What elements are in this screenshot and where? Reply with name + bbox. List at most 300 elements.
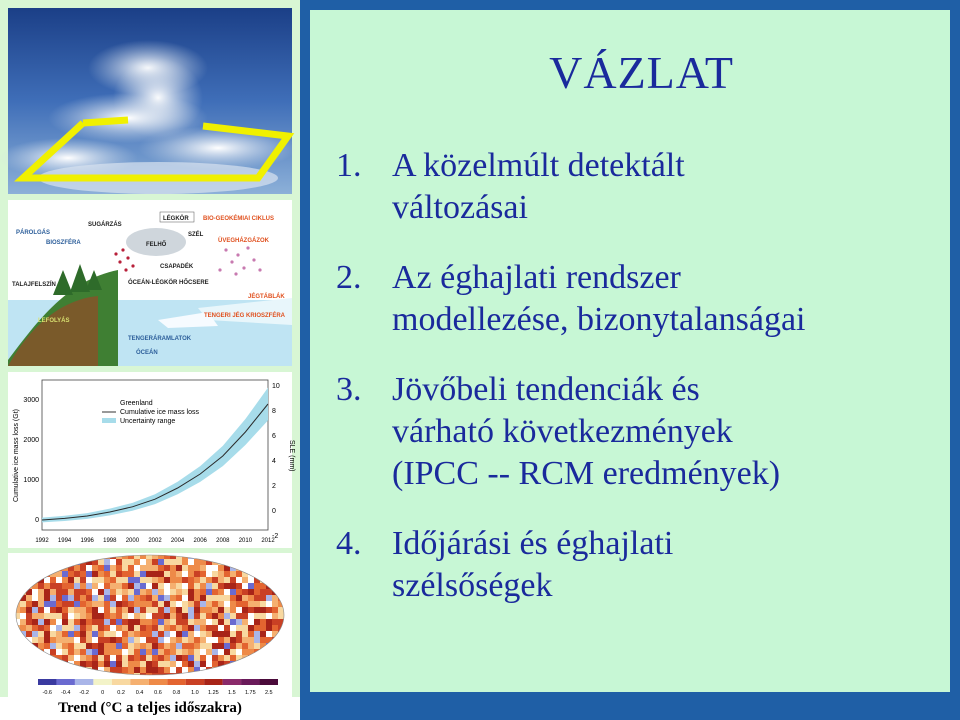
map-cell [116, 583, 122, 589]
map-cell [176, 607, 182, 613]
map-cell [188, 637, 194, 643]
map-cell [224, 643, 230, 649]
map-cell [92, 589, 98, 595]
map-cell [206, 571, 212, 577]
map-cell [56, 631, 62, 637]
map-cell [104, 655, 110, 661]
map-cell [218, 637, 224, 643]
map-cell [152, 571, 158, 577]
map-cell [86, 661, 92, 667]
map-cell [146, 565, 152, 571]
map-cell [212, 601, 218, 607]
ylabel-right: SLE (mm) [288, 440, 295, 472]
map-cell [200, 607, 206, 613]
map-cell [44, 631, 50, 637]
map-cell [164, 619, 170, 625]
map-cell [236, 637, 242, 643]
map-cell [230, 619, 236, 625]
map-cell [56, 613, 62, 619]
map-cell [86, 595, 92, 601]
colorbar-swatch [56, 679, 74, 685]
map-cell [206, 649, 212, 655]
map-cell [152, 595, 158, 601]
colorbar-tick-label: 1.0 [191, 690, 199, 696]
map-cell [98, 571, 104, 577]
map-cell [182, 559, 188, 565]
map-cell [38, 595, 44, 601]
map-cell [140, 619, 146, 625]
item-text-line: Az éghajlati rendszer [392, 259, 681, 296]
map-cell [86, 607, 92, 613]
map-cell [62, 631, 68, 637]
slide-frame [300, 0, 960, 720]
map-cell [236, 643, 242, 649]
map-cell [224, 589, 230, 595]
map-cell [134, 661, 140, 667]
map-cell [158, 667, 164, 673]
map-cell [212, 637, 218, 643]
map-cell [260, 637, 266, 643]
map-cell [260, 589, 266, 595]
colorbar-swatch [149, 679, 167, 685]
map-cell [152, 625, 158, 631]
map-cell [218, 649, 224, 655]
map-cell [62, 637, 68, 643]
x-tick-label: 1994 [57, 538, 72, 544]
map-cell [122, 655, 128, 661]
map-cell [74, 583, 80, 589]
map-cell [152, 613, 158, 619]
map-cell [80, 565, 86, 571]
map-cell [248, 631, 254, 637]
label-parolgas: PÁROLGÁS [16, 230, 51, 236]
x-tick-label: 2004 [170, 538, 185, 544]
map-cell [230, 607, 236, 613]
map-cell [206, 619, 212, 625]
map-cell [56, 601, 62, 607]
map-cell [170, 613, 176, 619]
map-cell [152, 637, 158, 643]
map-cell [74, 595, 80, 601]
map-cell [254, 643, 260, 649]
colorbar-tick-label: 0.8 [172, 690, 181, 696]
x-tick-label: 2008 [216, 538, 230, 544]
map-cell [110, 589, 116, 595]
climate-system-diagram [8, 200, 292, 366]
outline-item-1 [336, 145, 946, 229]
map-cell [194, 637, 200, 643]
map-cell [266, 625, 272, 631]
map-cell [224, 625, 230, 631]
map-cell [242, 595, 248, 601]
map-cell [194, 571, 200, 577]
map-cell [188, 589, 194, 595]
map-cell [170, 667, 176, 673]
colorbar-tick-label: 0 [101, 690, 105, 696]
item-text-line: változásai [392, 189, 528, 226]
map-cell [158, 661, 164, 667]
map-cell [206, 655, 212, 661]
map-cell [236, 613, 242, 619]
map-cell [176, 643, 182, 649]
map-cell [134, 589, 140, 595]
map-cell [200, 613, 206, 619]
map-cell [170, 565, 176, 571]
map-cell [44, 637, 50, 643]
x-tick-label: 2006 [193, 538, 207, 544]
map-cell [98, 607, 104, 613]
map-cell [86, 655, 92, 661]
map-cell [92, 655, 98, 661]
x-tick-label: 2002 [148, 538, 162, 544]
map-cell [266, 607, 272, 613]
map-cell [206, 631, 212, 637]
map-cell [122, 601, 128, 607]
map-cell [20, 607, 26, 613]
map-cell [56, 595, 62, 601]
map-cell [176, 571, 182, 577]
map-cell [86, 625, 92, 631]
map-cell [158, 583, 164, 589]
map-cell [68, 571, 74, 577]
map-cell [146, 625, 152, 631]
map-cell [62, 619, 68, 625]
map-cell [236, 583, 242, 589]
map-cell [110, 583, 116, 589]
map-cell [104, 619, 110, 625]
label-sugarzas: SUGÁRZÁS [88, 222, 122, 228]
map-cell [206, 613, 212, 619]
map-cell [74, 565, 80, 571]
map-cell [242, 589, 248, 595]
map-cell [56, 625, 62, 631]
map-cell [224, 607, 230, 613]
map-cell [134, 643, 140, 649]
map-cell [26, 619, 32, 625]
map-cell [68, 649, 74, 655]
map-cell [38, 625, 44, 631]
map-cell [86, 571, 92, 577]
map-cell [92, 649, 98, 655]
map-cell [152, 631, 158, 637]
right-tick-label: 8 [272, 408, 276, 415]
map-cell [224, 601, 230, 607]
map-cell [242, 601, 248, 607]
map-cell [140, 559, 146, 565]
map-cell [200, 589, 206, 595]
map-cell [188, 655, 194, 661]
map-cell [218, 613, 224, 619]
map-cell [170, 571, 176, 577]
outline-item-2 [336, 257, 946, 341]
map-cell [140, 595, 146, 601]
map-cell [44, 613, 50, 619]
map-cell [170, 643, 176, 649]
map-cell [128, 649, 134, 655]
map-cell [86, 613, 92, 619]
map-cell [212, 661, 218, 667]
colorbar-swatch [167, 679, 185, 685]
map-caption: Trend (°C a teljes időszakra) [0, 697, 300, 720]
map-cell [164, 559, 170, 565]
colorbar-swatch [204, 679, 222, 685]
map-cell [140, 649, 146, 655]
map-cell [146, 643, 152, 649]
map-cell [242, 625, 248, 631]
map-cell [140, 667, 146, 673]
map-cell [116, 631, 122, 637]
map-cell [170, 583, 176, 589]
map-cell [182, 625, 188, 631]
map-cell [50, 637, 56, 643]
map-cell [206, 601, 212, 607]
map-cell [272, 601, 278, 607]
map-cell [98, 595, 104, 601]
map-cell [146, 649, 152, 655]
map-cell [68, 595, 74, 601]
map-cell [176, 589, 182, 595]
map-cell [86, 583, 92, 589]
map-cell [224, 613, 230, 619]
map-cell [176, 613, 182, 619]
map-cell [152, 619, 158, 625]
map-cell [242, 649, 248, 655]
item-text-line: Időjárási és éghajlati [392, 525, 674, 562]
map-cell [50, 601, 56, 607]
map-cell [140, 601, 146, 607]
map-cell [200, 577, 206, 583]
map-cell [236, 571, 242, 577]
map-cell [32, 619, 38, 625]
map-cell [230, 577, 236, 583]
left-tick-label: 1000 [23, 477, 39, 484]
map-cell [122, 625, 128, 631]
map-cell [224, 631, 230, 637]
map-cell [68, 619, 74, 625]
map-cell [212, 595, 218, 601]
map-cell [176, 595, 182, 601]
map-cell [164, 589, 170, 595]
map-cell [164, 565, 170, 571]
map-cell [122, 577, 128, 583]
map-cell [158, 577, 164, 583]
map-cell [116, 661, 122, 667]
map-cell [212, 631, 218, 637]
cloud-photo [8, 8, 292, 194]
map-cell [224, 649, 230, 655]
map-cell [212, 625, 218, 631]
map-cell [98, 559, 104, 565]
map-cell [188, 625, 194, 631]
map-cell [110, 637, 116, 643]
map-cell [122, 571, 128, 577]
map-cell [62, 583, 68, 589]
map-cell [194, 595, 200, 601]
map-cell [98, 577, 104, 583]
map-cell [170, 649, 176, 655]
map-cell [182, 661, 188, 667]
map-cell [146, 655, 152, 661]
map-cell [164, 661, 170, 667]
map-cell [242, 607, 248, 613]
map-cell [128, 565, 134, 571]
map-cell [194, 643, 200, 649]
map-cell [212, 619, 218, 625]
map-cell [122, 649, 128, 655]
map-cell [86, 577, 92, 583]
map-cell [248, 625, 254, 631]
map-cell [110, 655, 116, 661]
map-cell [110, 577, 116, 583]
map-cell [188, 649, 194, 655]
map-cell [182, 583, 188, 589]
map-cell [266, 613, 272, 619]
map-cell [86, 619, 92, 625]
map-cell [80, 571, 86, 577]
map-cell [260, 631, 266, 637]
map-cell [242, 619, 248, 625]
colorbar-tick-label: -0.2 [79, 690, 89, 696]
map-cell [164, 625, 170, 631]
map-cell [92, 601, 98, 607]
x-tick-label: 1996 [80, 538, 94, 544]
map-cell [32, 613, 38, 619]
map-cell [182, 589, 188, 595]
map-cell [206, 589, 212, 595]
map-cell [224, 571, 230, 577]
map-cell [122, 589, 128, 595]
map-cell [206, 637, 212, 643]
map-cell [152, 559, 158, 565]
map-cell [134, 655, 140, 661]
map-cell [50, 631, 56, 637]
left-tick-label: 2000 [23, 437, 39, 444]
map-cell [176, 661, 182, 667]
map-cell [200, 571, 206, 577]
map-cell [194, 589, 200, 595]
map-cell [62, 649, 68, 655]
map-cell [140, 643, 146, 649]
map-cell [98, 631, 104, 637]
map-cell [248, 583, 254, 589]
map-cell [110, 601, 116, 607]
map-cell [74, 613, 80, 619]
map-cell [200, 649, 206, 655]
map-cell [176, 619, 182, 625]
map-cell [128, 595, 134, 601]
map-cell [74, 607, 80, 613]
map-cell [248, 601, 254, 607]
map-cell [80, 583, 86, 589]
map-cell [80, 607, 86, 613]
item-number: 3. [336, 371, 362, 408]
map-cell [110, 613, 116, 619]
x-tick-label: 1992 [35, 538, 49, 544]
map-cell [62, 625, 68, 631]
map-cell [86, 643, 92, 649]
map-cell [236, 649, 242, 655]
map-cell [206, 565, 212, 571]
map-cell [140, 589, 146, 595]
map-cell [92, 583, 98, 589]
map-cell [176, 655, 182, 661]
map-cell [212, 607, 218, 613]
map-cell [206, 595, 212, 601]
map-cell [74, 619, 80, 625]
map-cell [104, 595, 110, 601]
map-cell [170, 589, 176, 595]
map-cell [146, 637, 152, 643]
map-cell [194, 607, 200, 613]
map-cell [218, 625, 224, 631]
map-cell [116, 607, 122, 613]
map-cell [38, 643, 44, 649]
map-cell [206, 607, 212, 613]
map-cell [38, 607, 44, 613]
map-cell [128, 589, 134, 595]
map-cell [80, 661, 86, 667]
map-cell [254, 613, 260, 619]
map-cell [212, 589, 218, 595]
map-cell [242, 583, 248, 589]
map-cell [182, 649, 188, 655]
map-cell [218, 565, 224, 571]
image-column [0, 0, 300, 720]
map-cell [134, 583, 140, 589]
map-cell [134, 559, 140, 565]
map-cell [110, 643, 116, 649]
map-cell [200, 583, 206, 589]
map-cell [56, 649, 62, 655]
map-cell [92, 631, 98, 637]
map-cell [152, 655, 158, 661]
map-cell [188, 559, 194, 565]
map-cell [254, 595, 260, 601]
colorbar-swatch [112, 679, 130, 685]
map-cell [164, 631, 170, 637]
map-cell [134, 619, 140, 625]
map-cell [128, 661, 134, 667]
map-cell [158, 619, 164, 625]
map-cell [158, 601, 164, 607]
map-cell [248, 577, 254, 583]
map-cell [152, 577, 158, 583]
map-cell [164, 649, 170, 655]
label-tengeraramlatok: TENGERÁRAMLATOK [128, 336, 192, 342]
map-cell [230, 625, 236, 631]
map-cell [152, 565, 158, 571]
map-cell [278, 613, 284, 619]
map-cell [176, 565, 182, 571]
map-cell [62, 577, 68, 583]
map-cell [68, 637, 74, 643]
map-cell [182, 619, 188, 625]
map-cell [56, 637, 62, 643]
map-cell [212, 583, 218, 589]
map-cell [104, 631, 110, 637]
map-cell [254, 631, 260, 637]
map-cell [80, 649, 86, 655]
map-cell [164, 655, 170, 661]
map-cell [212, 613, 218, 619]
map-cell [122, 613, 128, 619]
map-cell [152, 661, 158, 667]
map-cell [128, 583, 134, 589]
map-cell [104, 577, 110, 583]
map-cell [200, 601, 206, 607]
map-cell [236, 631, 242, 637]
map-cell [152, 649, 158, 655]
